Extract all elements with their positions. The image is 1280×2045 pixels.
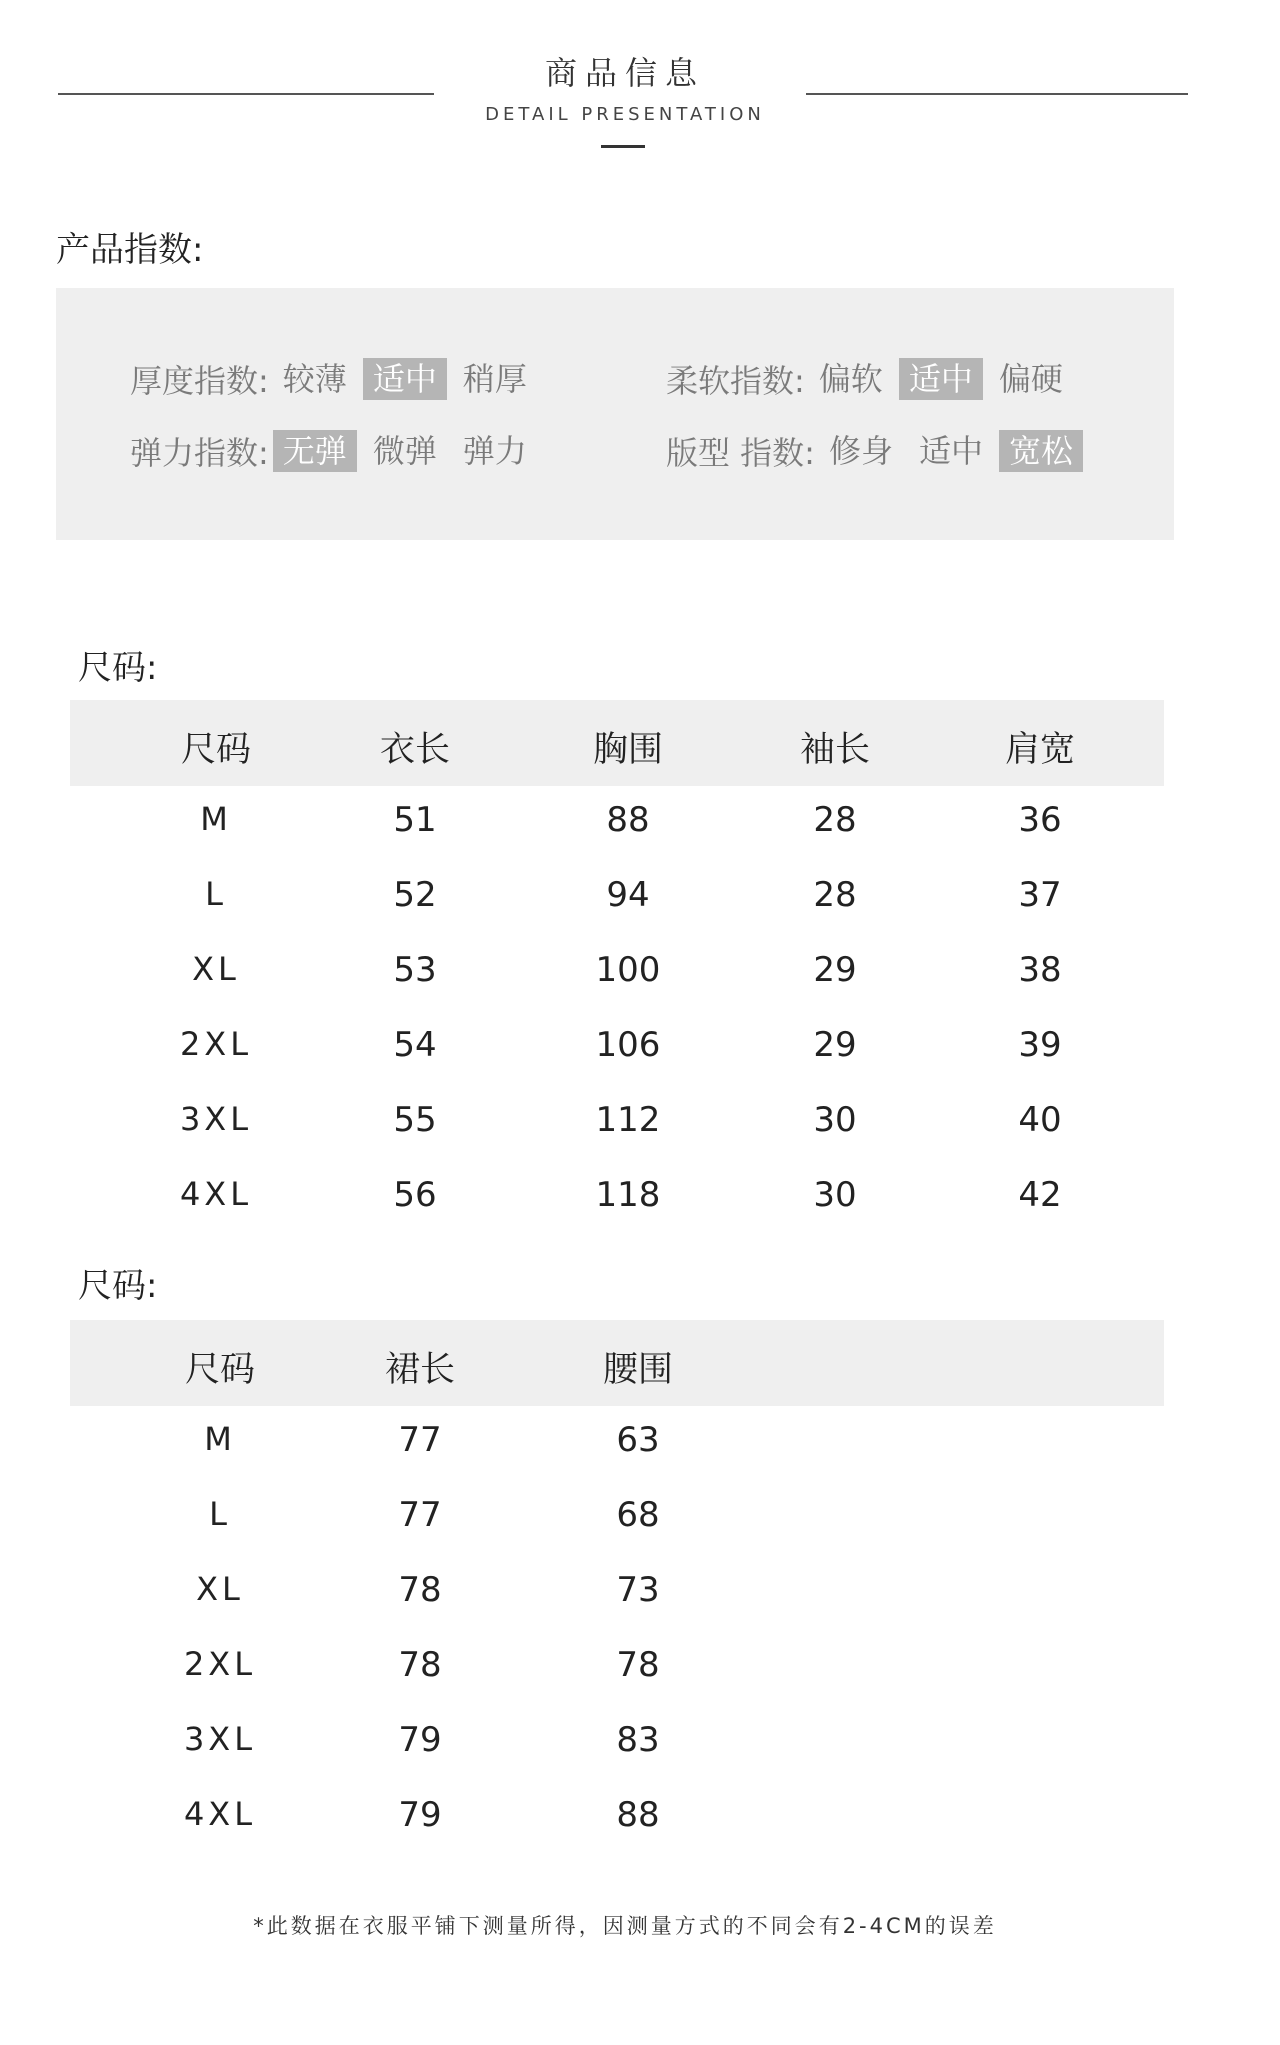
table-size-cell: 2XL <box>179 1025 253 1063</box>
table-cell: 77 <box>398 1420 442 1460</box>
table-cell: 112 <box>595 1100 661 1140</box>
index-option: 修身 <box>828 432 893 470</box>
table-cell: 68 <box>616 1495 660 1535</box>
table-header-cell: 衣长 <box>379 730 451 770</box>
table-cell: 36 <box>1018 800 1062 840</box>
table-header-cell: 腰围 <box>602 1350 674 1390</box>
size-table-2-label: 尺码: <box>78 1266 158 1306</box>
table-size-cell: 4XL <box>179 1175 253 1213</box>
table-size-cell: L <box>209 1495 231 1533</box>
index-elasticity <box>130 428 543 474</box>
table-cell: 37 <box>1018 875 1062 915</box>
table-cell: 88 <box>616 1795 660 1835</box>
index-option: 微弹 <box>372 432 437 470</box>
measurement-note: *此数据在衣服平铺下测量所得，因测量方式的不同会有2-4CM的误差 <box>253 1914 997 1938</box>
index-option: 偏软 <box>818 360 883 398</box>
index-label: 柔软指数: <box>666 362 805 400</box>
index-label: 弹力指数: <box>130 434 269 472</box>
product-index-label: 产品指数: <box>56 230 204 270</box>
table-cell: 78 <box>616 1645 660 1685</box>
index-option: 适中 <box>918 432 983 470</box>
table-size-cell: 3XL <box>183 1720 257 1758</box>
table-cell: 29 <box>813 1025 857 1065</box>
table-cell: 78 <box>398 1570 442 1610</box>
table-size-cell: 2XL <box>183 1645 257 1683</box>
table-cell: 118 <box>595 1175 661 1215</box>
table-header-cell: 胸围 <box>592 730 664 770</box>
table-cell: 55 <box>393 1100 437 1140</box>
table-cell: 56 <box>393 1175 437 1215</box>
table-cell: 52 <box>393 875 437 915</box>
table-size-cell: M <box>204 1420 236 1458</box>
index-option: 弹力 <box>462 432 527 470</box>
table-cell: 100 <box>595 950 661 990</box>
table-cell: 42 <box>1018 1175 1062 1215</box>
table-header-cell: 裙长 <box>384 1350 456 1390</box>
table-header-cell: 尺码 <box>180 730 252 770</box>
table-cell: 40 <box>1018 1100 1062 1140</box>
index-option: 稍厚 <box>462 360 527 398</box>
page-title: 商品信息 <box>544 54 705 92</box>
table-size-cell: M <box>200 800 232 838</box>
table-cell: 77 <box>398 1495 442 1535</box>
index-option: 较薄 <box>282 360 347 398</box>
index-fit <box>666 428 1089 474</box>
index-option-selected: 适中 <box>363 358 447 400</box>
table-cell: 30 <box>813 1175 857 1215</box>
table-cell: 78 <box>398 1645 442 1685</box>
table-cell: 73 <box>616 1570 660 1610</box>
index-option-selected: 无弹 <box>273 430 357 472</box>
index-label: 版型 指数: <box>666 434 815 472</box>
index-option-selected: 适中 <box>899 358 983 400</box>
table-cell: 53 <box>393 950 437 990</box>
index-softness <box>666 356 1079 402</box>
table-cell: 79 <box>398 1795 442 1835</box>
table-header-cell: 袖长 <box>799 730 871 770</box>
size-table-1-label: 尺码: <box>78 648 158 688</box>
table-cell: 83 <box>616 1720 660 1760</box>
table-size-cell: 4XL <box>183 1795 257 1833</box>
table-size-cell: XL <box>196 1570 244 1608</box>
table-size-cell: L <box>205 875 227 913</box>
table-header-cell: 肩宽 <box>1004 730 1076 770</box>
title-underline <box>601 145 645 148</box>
index-label: 厚度指数: <box>130 362 269 400</box>
table-cell: 30 <box>813 1100 857 1140</box>
table-size-cell: XL <box>192 950 240 988</box>
index-thickness <box>130 356 543 402</box>
table-cell: 94 <box>606 875 650 915</box>
table-cell: 28 <box>813 875 857 915</box>
table-cell: 88 <box>606 800 650 840</box>
index-option-selected: 宽松 <box>999 430 1083 472</box>
table-cell: 29 <box>813 950 857 990</box>
table-cell: 51 <box>393 800 437 840</box>
table-cell: 38 <box>1018 950 1062 990</box>
table-cell: 39 <box>1018 1025 1062 1065</box>
table-cell: 28 <box>813 800 857 840</box>
index-option: 偏硬 <box>998 360 1063 398</box>
table-cell: 63 <box>616 1420 660 1460</box>
product-index-box <box>56 288 1174 540</box>
table-cell: 106 <box>595 1025 661 1065</box>
page-subtitle: DETAIL PRESENTATION <box>485 104 765 125</box>
table-cell: 54 <box>393 1025 437 1065</box>
table-cell: 79 <box>398 1720 442 1760</box>
table-header-cell: 尺码 <box>184 1350 256 1390</box>
table-size-cell: 3XL <box>179 1100 253 1138</box>
